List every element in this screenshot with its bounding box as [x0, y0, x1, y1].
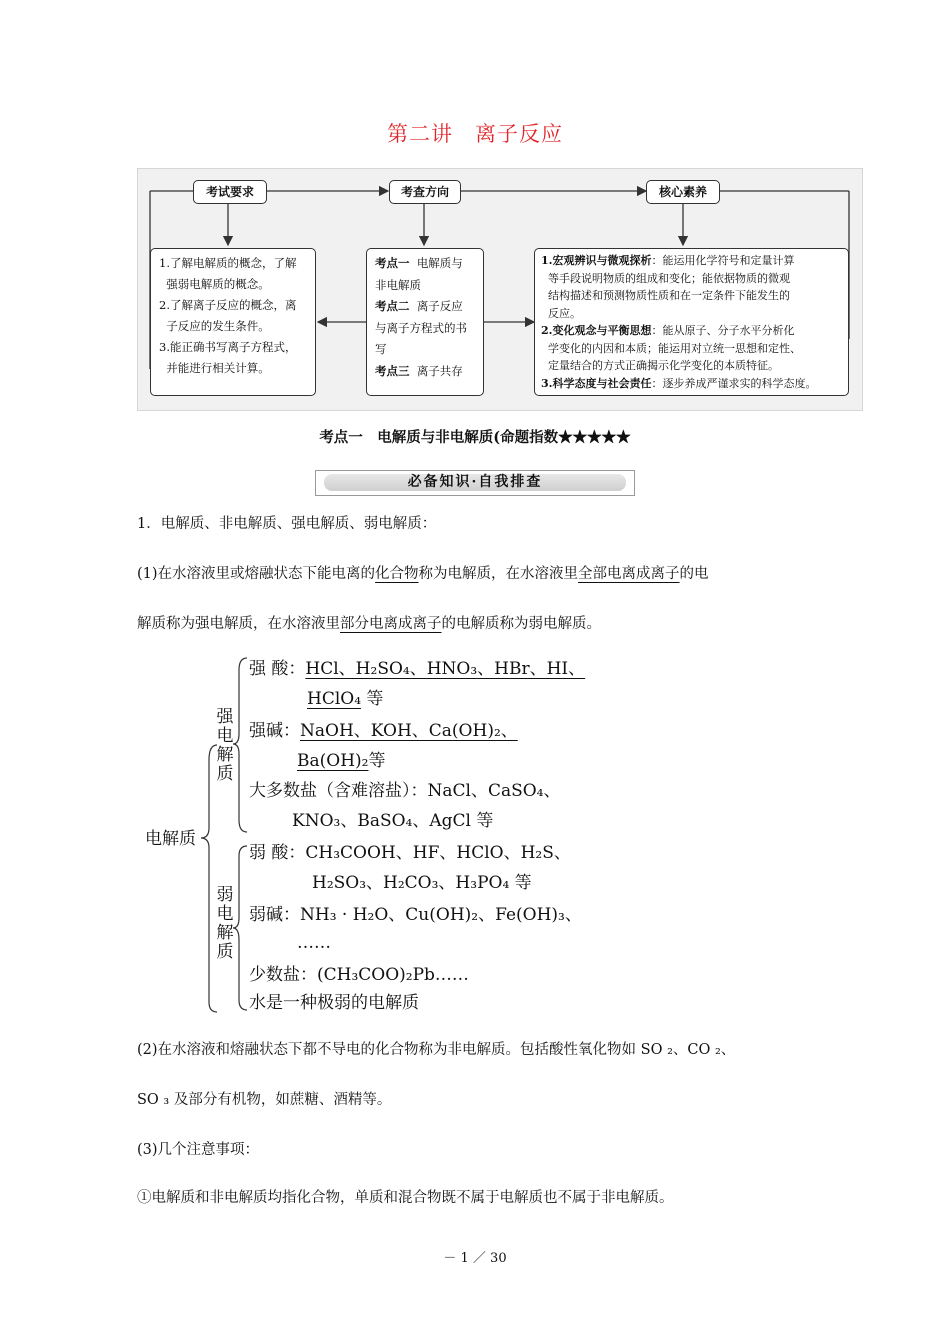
direction-line: 考点三 离子共存: [375, 363, 463, 378]
salts-line-1: 大多数盐（含难溶盐）：NaCl、CaSO₄、: [249, 781, 561, 801]
strong-acid-line-1: 强 酸：HCl、H₂SO₄、HNO₃、HBr、HI、: [249, 659, 586, 679]
paragraph-2-line-1: (2)在水溶液和熔融状态下都不导电的化合物称为非电解质。包括酸性氧化物如 SO ₂、CO ₂、: [137, 1042, 736, 1058]
paragraph-3: (3)几个注意事项：: [137, 1142, 260, 1158]
directions-box: [366, 248, 484, 396]
literacy-line: 结构描述和预测物质性质和在一定条件下能发生的: [541, 289, 790, 302]
requirement-line: 1.了解电解质的概念，了解: [159, 256, 297, 270]
paragraph-1-line-1: (1)在水溶液里或熔融状态下能电离的化合物称为电解质，在水溶液里全部电离成离子的电: [137, 566, 709, 582]
literacy-line: 1.宏观辨识与微观探析：能运用化学符号和定量计算: [541, 254, 795, 267]
literacy-line: 3.科学态度与社会责任：逐步养成严谨求实的科学态度。: [541, 376, 817, 390]
header-exam-direction: 考查方向: [389, 180, 461, 204]
electrolyte-classification: [137, 650, 657, 1020]
water-line: 水是一种极弱的电解质: [249, 993, 419, 1013]
salts-line-2: KNO₃、BaSO₄、AgCl 等: [292, 811, 494, 831]
page-title: 第二讲 离子反应: [387, 122, 563, 146]
strong-base-line-2: Ba(OH)₂等: [297, 751, 386, 771]
requirement-line: 强弱电解质的概念。: [159, 277, 270, 291]
literacy-box: [534, 248, 849, 396]
knowledge-banner: [315, 470, 635, 496]
strong-electrolyte-label: 强电解质: [216, 708, 234, 784]
weak-acid-line-2: H₂SO₃、H₂CO₃、H₃PO₄ 等: [312, 873, 532, 893]
literacy-line: 2.变化观念与平衡思想：能从原子、分子水平分析化: [541, 324, 795, 337]
item-1: 1．电解质、非电解质、强电解质、弱电解质：: [137, 516, 437, 532]
note-1: ①电解质和非电解质均指化合物，单质和混合物既不属于电解质也不属于非电解质。: [137, 1190, 674, 1206]
direction-line: 与离子方程式的书: [375, 320, 467, 335]
few-salts-line: 少数盐：(CH₃COO)₂Pb……: [249, 965, 469, 985]
header-exam-requirements: 考试要求: [193, 180, 267, 204]
weak-acid-line-1: 弱 酸：CH₃COOH、HF、HClO、H₂S、: [249, 843, 571, 863]
literacy-line: 定量结合的方式正确揭示化学变化的本质特征。: [541, 359, 779, 372]
banner-text: 必备知识·自我排查: [324, 474, 626, 491]
literacy-line: 学变化的内因和本质；能运用对立统一思想和定性、: [541, 341, 801, 355]
direction-line: 考点一 电解质与: [375, 256, 463, 270]
strong-base-line-1: 强碱：NaOH、KOH、Ca(OH)₂、: [249, 721, 518, 741]
root-electrolyte: 电解质: [145, 829, 196, 849]
paragraph-2-line-2: SO ₃ 及部分有机物，如蔗糖、酒精等。: [137, 1092, 392, 1108]
strong-acid-line-2: HClO₄ 等: [307, 689, 384, 709]
requirement-line: 子反应的发生条件。: [159, 319, 270, 333]
weak-base-line-2: ……: [297, 933, 331, 953]
literacy-line: 反应。: [541, 306, 581, 320]
overview-diagram: [137, 168, 863, 411]
requirement-line: 3.能正确书写离子方程式，: [159, 340, 297, 354]
direction-line: 写: [375, 342, 387, 356]
requirements-box: [150, 248, 316, 396]
page-number: － 1 ／ 30: [443, 1251, 507, 1266]
section-heading: 考点一 电解质与非电解质(命题指数★★★★★: [319, 429, 631, 446]
weak-electrolyte-label: 弱电解质: [216, 886, 234, 962]
direction-line: 考点二 离子反应: [375, 299, 463, 313]
literacy-line: 等手段说明物质的组成和变化；能依据物质的微观: [541, 271, 790, 285]
paragraph-1-line-2: 解质称为强电解质，在水溶液里部分电离成离子的电解质称为弱电解质。: [137, 616, 601, 632]
header-core-literacy: 核心素养: [646, 180, 720, 204]
weak-base-line-1: 弱碱：NH₃ · H₂O、Cu(OH)₂、Fe(OH)₃、: [249, 905, 582, 925]
requirement-line: 2.了解离子反应的概念，离: [159, 298, 297, 312]
requirement-line: 并能进行相关计算。: [159, 361, 270, 375]
direction-line: 非电解质: [375, 277, 421, 292]
